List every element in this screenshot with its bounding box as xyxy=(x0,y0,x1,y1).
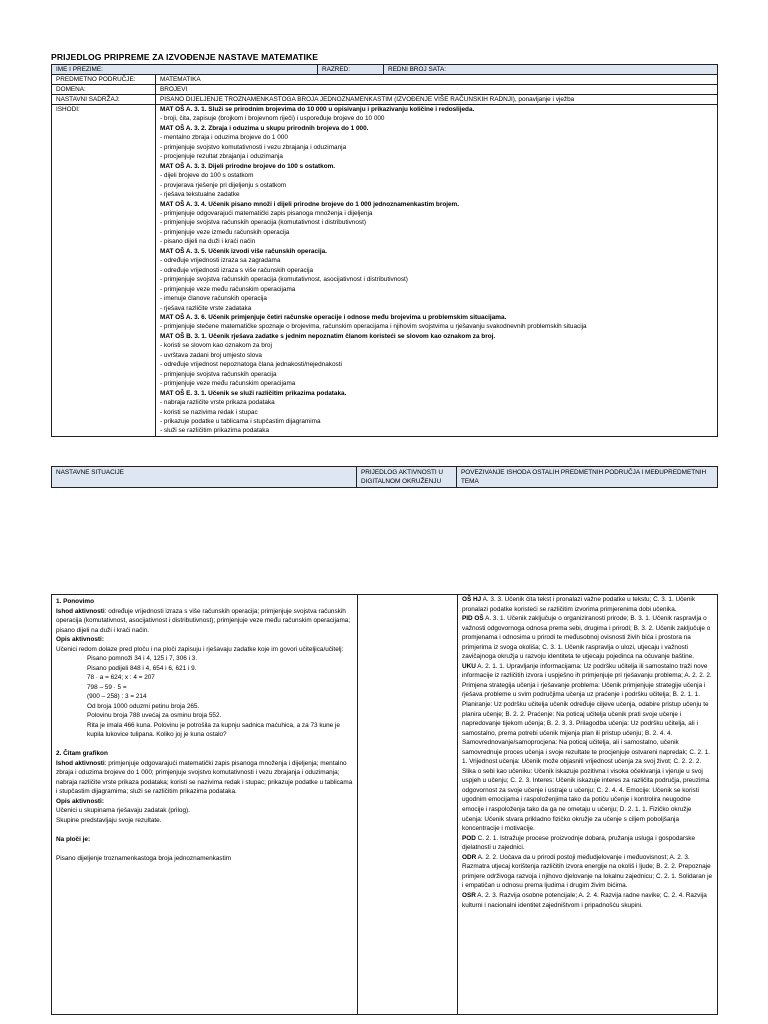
outcome-item: - primjenjuje veze između računskih operacija xyxy=(160,228,290,236)
class-label[interactable]: RAZRED: xyxy=(318,65,384,75)
domain-label: DOMENA: xyxy=(52,85,156,95)
activity1-task-list xyxy=(56,654,353,740)
outcome-heading: MAT OŠ E. 3. 1. Učenik se služi različitim prikazima podataka. xyxy=(160,389,347,397)
outcome-item: - imenuje članove računskih operacija xyxy=(160,295,267,303)
task-item: Pisano podijeli 848 i 4, 654 i 6, 621 i 9. xyxy=(87,664,197,672)
board-text: Pisano dijeljenje troznamenkastoga broja jednoznamenkastim xyxy=(56,854,232,862)
outcome-item: - rješava različite vrste zadataka xyxy=(160,304,252,312)
outcome-item: - primjenjuje veze među računskim operacijama xyxy=(160,380,296,388)
outcome-item: - određuje vrijednosti izraza sa zagradama xyxy=(160,257,281,265)
task-item: 798 – 59 · 5 = xyxy=(87,683,127,691)
outcome-item: - uvrštava zadani broj umjesto slova xyxy=(160,351,262,359)
outcome-item: - primjenjuje svojstva računskih operacija xyxy=(160,370,277,378)
task-item: Rita je imala 466 kuna. Polovinu je potrošila za kupnju sadnica maćuhica, a za 73 kune je kupila lukovice tulipana. Koliko joj je kuna ostalo? xyxy=(87,721,340,738)
outcome-item: - mentalno zbraja i oduzima brojeve do 1 000 xyxy=(160,134,288,142)
document-title: PRIJEDLOG PRIPREME ZA IZVOĐENJE NASTAVE MATEMATIKE xyxy=(51,52,319,62)
domain-value[interactable]: BROJEVI xyxy=(156,85,718,95)
subject-label: PREDMETNO PODRUČJE: xyxy=(52,75,156,85)
correlation-code: UKU xyxy=(462,662,476,670)
lesson-number-label[interactable]: REDNI BROJ SATA: xyxy=(384,65,718,75)
activity2-outcome: Ishod aktivnosti: primjenjuje odgovarajući matematički zapis pisanoga množenja i dijeljenja; mentalno zbraja i oduzima brojeve do 1 000; primjenjuje svojstvo komutativnosti i vezu zbrajanja i oduzimanja; nabraja različite vrste prikaza podataka; koristi se nazivima redak i stupac; prikazuje podatke u tablicama i stupčastim dijagramima; služi se različitim prikazima podataka. xyxy=(56,759,353,795)
outcome-item: - primjenjuje svojstvo komutativnosti i vezu zbrajanja i oduzimanja xyxy=(160,143,347,151)
name-label[interactable]: IME I PREZIME: xyxy=(52,65,318,75)
outcomes-list[interactable] xyxy=(156,105,718,437)
outcome-heading: MAT OŠ A. 3. 2. Zbraja i oduzima u skupu prirodnih brojeva do 1 000. xyxy=(160,124,369,132)
correlation-item xyxy=(462,614,713,662)
outcome-heading: MAT OŠ B. 3. 1. Učenik rješava zadatke s jednim nepoznatim članom koristeći se slovom kao oznakom za broj. xyxy=(160,332,496,340)
content-value[interactable]: PISANO DIJELJENJE TROZNAMENKASTOGA BROJA JEDNOZNAMENKASTIM (IZVOĐENJE VIŠE RAČUNSKIH RADNJI), ponavljanje i vježba xyxy=(156,95,718,105)
task-item: Od broja 1000 oduzmi petinu broja 265. xyxy=(87,702,200,710)
task-item: (900 – 258) : 3 = 214 xyxy=(87,693,147,700)
activity2-description: Učenici u skupinama rješavaju zadatak (prilog). xyxy=(56,807,190,814)
outcome-item: - broji, čita, zapisuje (brojkom i brojevnom riječi) i uspoređuje brojeve do 10 000 xyxy=(160,115,385,123)
outcome-item: - služi se različitim prikazima podataka xyxy=(160,427,270,435)
activity2-description-2: Skupine predstavljaju svoje rezultate. xyxy=(56,816,162,824)
correlation-text: A. 2. 1. 1. Upravljanje informacijama: Uz podršku učitelja ili samostalno traži nove informacije iz različitih izvora i uspješno ih primjenjuje pri rješavanju problema; A. 2. 2. 2. Primjena strategija učenja i rješavanje problema: Učenik primjenjuje strategije učenja i rješava probleme u svim područjima učenja uz praćenje i podršku učitelja; B. 2. 1. 1. Planiranje: Uz podršku učitelja učenik određuje ciljeve učenja, odabire pristup učenju te planira učenje; B. 2. 2. Praćenje: Na poticaj učitelja učenik prati svoje učenje i napredovanje tijekom učenja; B. 2. 3. 3. Prilagodba učenja: Uz podršku učitelja, ali i samostalno, prema potrebi učenik mijenja plan ili pristup učenju; B. 2. 4. 4. Samovrednovanje/samoprocjena: Na poticaj učitelja, ali i samostalno, učenik samovrednuje proces učenja i svoje rezultate te procjenjuje ostvareni napredak; C. 2. 1. 1. Vrijednost učenja: Učenik može objasniti vrijednost učenja za svoj život; C. 2. 2. 2. Slika o sebi kao učeniku: Učenik iskazuje pozitivna i visoka očekivanja i vjeruje u svoj uspjeh u učenju; C. 2. 3. Interes: Učenik iskazuje interes za različita područja, preuzima odgovornost za svoje učenje i ustraje u učenju; C. 2. 4. 4. Emocije: Učenik se koristi ugodnim emocijama i raspoloženjima tako da potiču učenje i kontrolira neugodne emocije i raspoloženja tako da ga ne ometaju u učenju; D. 2. 1. 1. Fizičko okružje učenja: Učenik stvara prikladno fizičko okružje za učenje s ciljem poboljšanja koncentracije i motivacije. xyxy=(462,662,712,833)
outcome-item: - provjerava rješenje pri dijeljenju s ostatkom xyxy=(160,181,287,189)
activity1-description-label: Opis aktivnosti: xyxy=(56,636,104,643)
correlation-text: A. 2. 2. Uočava da u prirodi postoji međudjelovanje i međuovisnost; A. 2. 3. Razmatra utjecaj korištenja različitih izvora energije na okoliš i ljude; B. 2. 2. Prepoznaje primjere održivoga razvoja i njihovo djelovanje na lokalnu zajednicu; C. 2. 1. Solidaran je i empatičan u odnosu prema ljudima i drugim živim bićima. xyxy=(462,853,713,890)
outcome-item: - pisano dijeli na duži i kraći način xyxy=(160,238,256,246)
board-label: Na ploči je: xyxy=(56,835,91,843)
digital-activities-cell[interactable] xyxy=(358,595,458,1015)
outcome-item: - nabraja različite vrste prikaza podataka xyxy=(160,399,275,407)
activity2-title: 2. Čitam grafikon xyxy=(56,750,108,757)
lesson-body-table xyxy=(51,594,718,1015)
activity1-description: Učenici redom dolaze pred ploču i na ploči zapisuju i rješavaju zadatke koje im govori učiteljica/učitelj: xyxy=(56,645,344,653)
correlation-text: A. 2. 3. Razvija osobne potencijale; A. 2. 4. Razvija radne navike; C. 2. 4. Razvija kulturni i nacionalni identitet zajedništvom i pripadnošću skupini. xyxy=(462,891,707,909)
digital-column-header: PRIJEDLOG AKTIVNOSTI U DIGITALNOM OKRUŽENJU xyxy=(357,467,457,488)
correlation-text: A. 3. 1. Učenik zaključuje o organiziranosti prirode; B. 3. 1. Učenik raspravlja o važnosti odgovornoga odnosa prema sebi, drugima i prirodi; B. 3. 2. Učenik zaključuje o promjenama i odnosima u prirodi te međusobnoj ovisnosti živih bića i prostora na primjerima iz svoga okoliša; C. 3. 1. Učenik raspravlja o ulozi, utjecaju i važnosti zavičajnoga okružja u razvoju identiteta te utjecaju pojedinca na očuvanje baštine. xyxy=(462,615,711,661)
task-item: Polovinu broja 788 uvećaj za osminu broja 552. xyxy=(87,712,222,719)
lesson-header-table xyxy=(51,64,718,437)
outcome-heading: MAT OŠ A. 3. 4. Učenik pisano množi i dijeli prirodne brojeve do 1 000 jednoznamenkastim brojem. xyxy=(160,200,460,208)
correlation-column-header: POVEZIVANJE ISHODA OSTALIH PREDMETNIH PODRUČJA I MEĐUPREDMETNIH TEMA xyxy=(457,467,718,488)
correlation-item xyxy=(462,662,713,834)
correlation-item xyxy=(462,595,713,614)
outcome-heading: MAT OŠ A. 3. 5. Učenik izvodi više računskih operacija. xyxy=(160,247,327,255)
subject-value[interactable]: MATEMATIKA xyxy=(156,75,718,85)
correlation-text: A. 3. 3. Učenik čita tekst i pronalazi važne podatke u tekstu; C. 3. 1. Učenik pronalazi podatke koristeći se različitim izvorima primjerenima dobi učenika. xyxy=(462,596,696,613)
outcome-heading: MAT OŠ A. 3. 1. Služi se prirodnim brojevima do 10 000 u opisivanju i prikazivanju količine i redoslijeda. xyxy=(160,106,475,113)
correlation-code: PID OŠ xyxy=(462,615,484,623)
correlation-item xyxy=(462,853,713,891)
outcome-item: - prikazuje podatke u tablicama i stupčastim dijagramima xyxy=(160,417,321,425)
correlation-code: OSR xyxy=(462,891,476,899)
columns-header-table xyxy=(51,466,718,488)
outcome-item: - primjenjuje veze među računskim operacijama xyxy=(160,285,296,293)
outcome-heading: MAT OŠ A. 3. 6. Učenik primjenjuje četiri računske operacije i odnose među brojevima u problemskim situacijama. xyxy=(160,313,507,321)
outcome-item: - koristi se nazivima redak i stupac xyxy=(160,408,258,416)
correlation-item xyxy=(462,891,713,910)
correlation-code: POD xyxy=(462,834,476,842)
outcome-item: - primjenjuje stečene matematičke spoznaje o brojevima, računskim operacijama i njihovim svojstvima u rješavanju svakodnevnih problemskih situacija xyxy=(160,323,587,331)
correlation-code: ODR xyxy=(462,853,477,861)
task-item: 78 · a = 624; x : 4 = 207 xyxy=(87,674,155,681)
teaching-situations-cell[interactable] xyxy=(52,595,358,1015)
task-item: Pisano pomnoži 34 i 4, 125 i 7, 306 i 3. xyxy=(87,655,198,662)
outcome-item: - određuje vrijednosti izraza s više računskih operacija xyxy=(160,266,314,274)
activity1-outcome: Ishod aktivnosti: određuje vrijednosti izraza s više računskih operacija; primjenjuje svojstva računskih operacija (komutativnost, asocijativnost i distributivnost); primjenjuje veze među računskim operacijama; pisano dijeli na duži i kraći način. xyxy=(56,607,351,634)
outcome-item: - određuje vrijednost nepoznatoga člana jednakosti/nejednakosti xyxy=(160,361,342,369)
outcome-item: - primjenjuje svojstva računskih operacija (komutativnost, asocijativnost i distributivnost) xyxy=(160,276,408,284)
activity1-title: 1. Ponovimo xyxy=(56,598,94,605)
content-label: NASTAVNI SADRŽAJ: xyxy=(52,95,156,105)
outcome-item: - rješava tekstualne zadatke xyxy=(160,191,240,199)
correlations-cell[interactable] xyxy=(458,595,718,1015)
correlation-text: C. 2. 1. Istražuje procese proizvodnje dobara, pružanja usluga i gospodarske djelatnosti u zajednici. xyxy=(462,834,696,852)
outcome-item: - koristi se slovom kao oznakom za broj xyxy=(160,342,272,350)
outcome-item: - dijeli brojeve do 100 s ostatkom xyxy=(160,172,254,180)
outcome-heading: MAT OŠ A. 3. 3. Dijeli prirodne brojeve do 100 s ostatkom. xyxy=(160,162,336,170)
correlation-code: OŠ HJ xyxy=(462,596,482,603)
outcome-item: - procjenjuje rezultat zbrajanja i oduzimanja xyxy=(160,153,283,161)
situations-column-header: NASTAVNE SITUACIJE xyxy=(52,467,357,488)
outcome-item: - primjenjuje svojstva računskih operacija (komutativnost i distributivnost) xyxy=(160,219,367,227)
correlation-item xyxy=(462,834,713,853)
activity2-description-label: Opis aktivnosti: xyxy=(56,797,104,805)
outcomes-label: ISHODI: xyxy=(52,105,156,437)
outcome-item: - primjenjuje odgovarajući matematički zapis pisanoga množenja i dijeljenja xyxy=(160,209,373,217)
